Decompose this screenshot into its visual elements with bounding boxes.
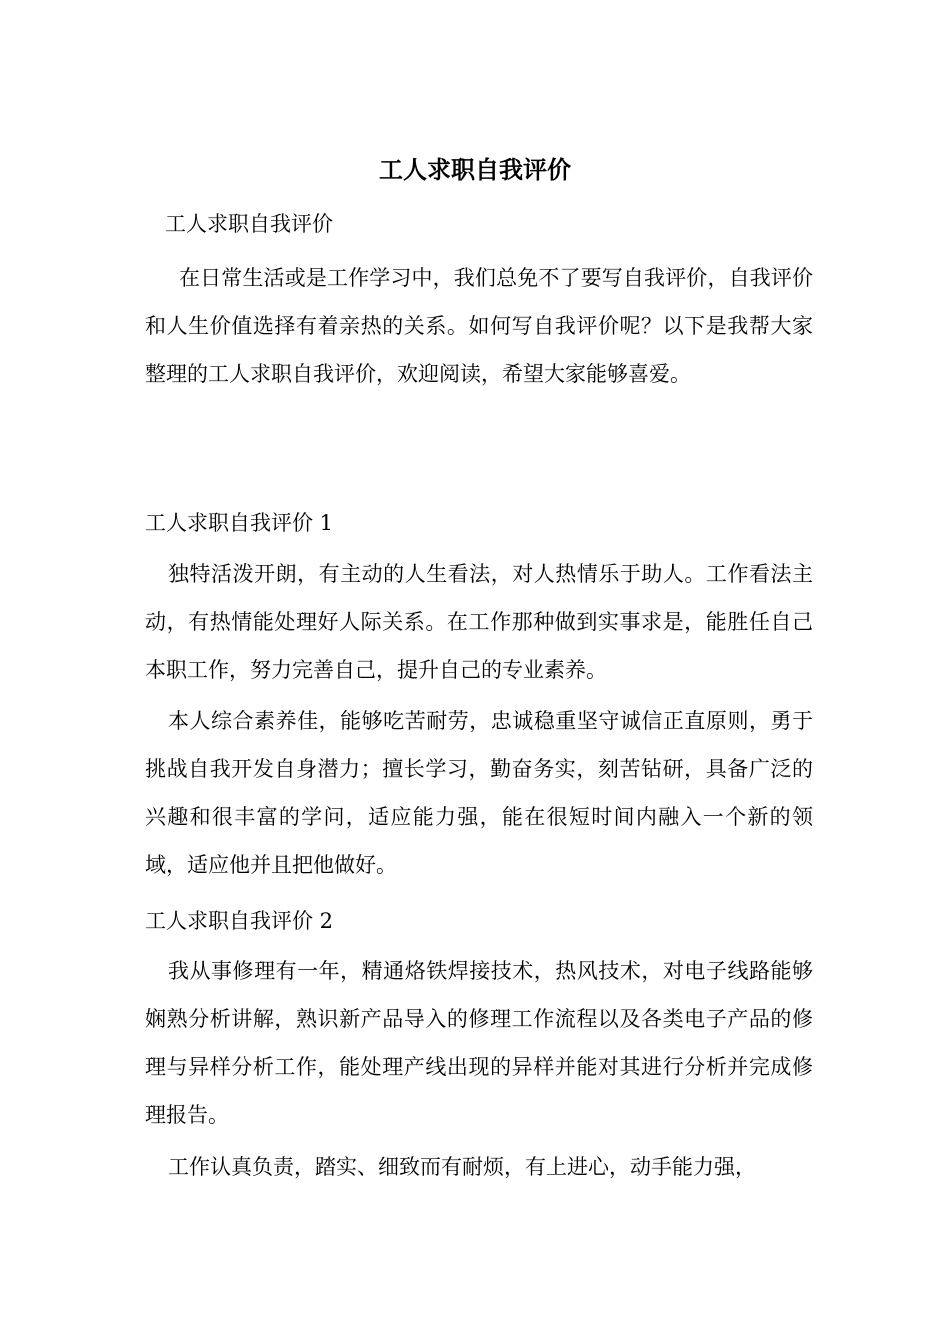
section-2-heading: 工人求职自我评价 2 [145, 909, 334, 933]
section-1-paragraph-2: 本人综合素养佳，能够吃苦耐劳，忠诚稳重坚守诚信正直原则，勇于挑战自我开发自身潜力；擅长学习，勤奋务实，刻苦钻研，具备广泛的兴趣和很丰富的学问，适应能力强，能在很短时间内融入一个新的领域，适应他并且把他做好。 [145, 709, 813, 877]
intro-paragraph: 在日常生活或是工作学习中，我们总免不了要写自我评价，自我评价和人生价值选择有着亲热的关系。如何写自我评价呢？以下是我帮大家整理的工人求职自我评价，欢迎阅读，希望大家能够喜爱。 [145, 266, 813, 386]
document-subtitle: 工人求职自我评价 [165, 212, 333, 236]
section-2-paragraph-1: 我从事修理有一年，精通烙铁焊接技术，热风技术，对电子线路能够娴熟分析讲解，熟识新产品导入的修理工作流程以及各类电子产品的修理与异样分析工作，能处理产线出现的异样并能对其进行分析并完成修理报告。 [145, 959, 813, 1127]
section-2-paragraph-2: 工作认真负责，踏实、细致而有耐烦，有上进心，动手能力强， [168, 1155, 756, 1179]
document-title: 工人求职自我评价 [379, 155, 571, 184]
section-1-paragraph-1: 独特活泼开朗，有主动的人生看法，对人热情乐于助人。工作看法主动，有热情能处理好人际关系。在工作那种做到实事求是，能胜任自己本职工作，努力完善自己，提升自己的专业素养。 [145, 562, 813, 682]
section-1-heading: 工人求职自我评价 1 [145, 511, 334, 535]
